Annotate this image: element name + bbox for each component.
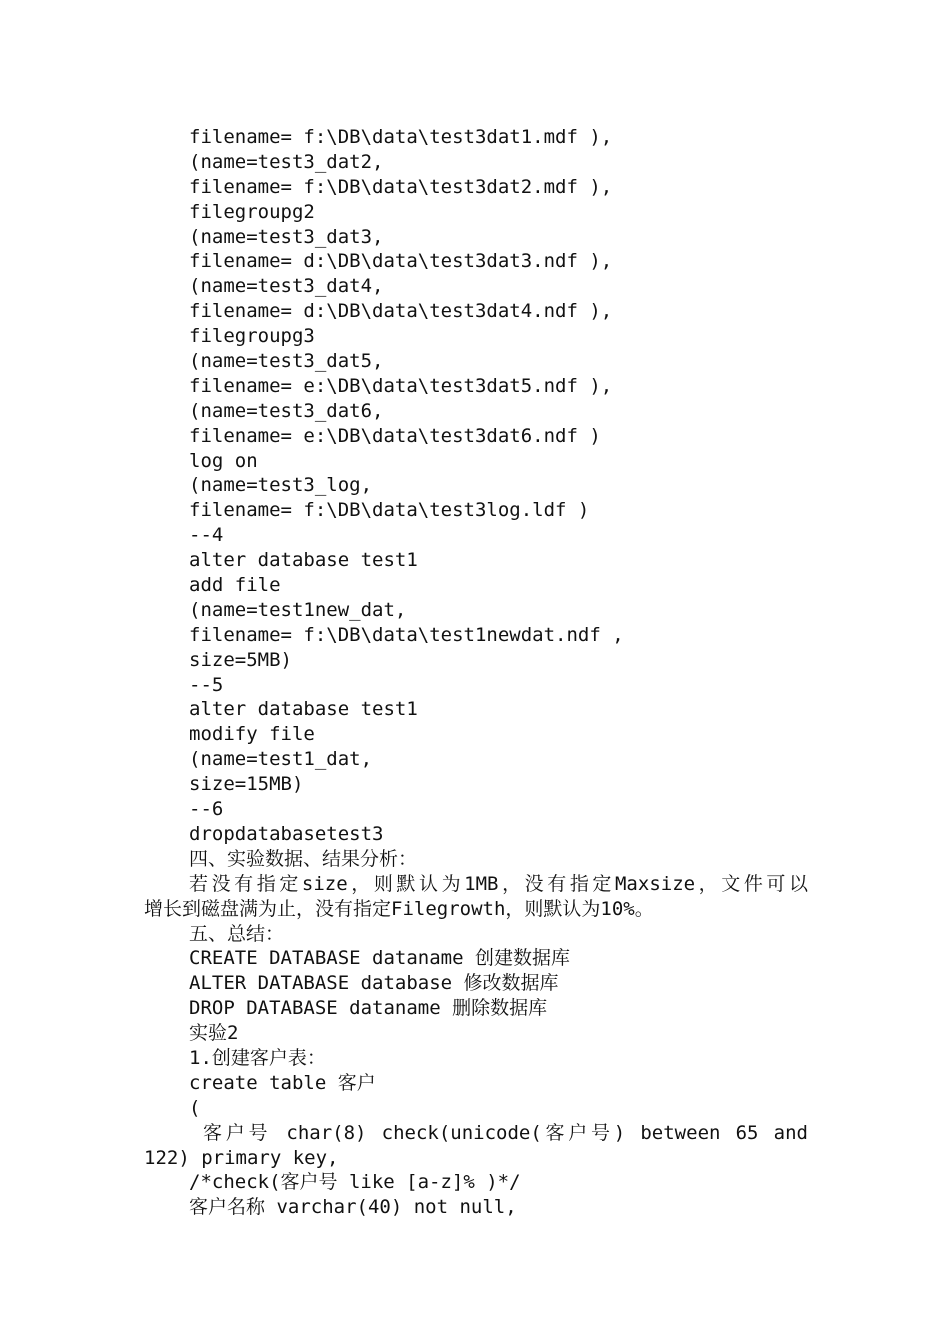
code-line: (name=test3_dat5, xyxy=(189,350,384,373)
code-line: filename= f:\DB\data\test1newdat.ndf , xyxy=(189,623,624,646)
code-line: filegroupg3 xyxy=(189,325,315,348)
code-line: add file xyxy=(189,574,281,597)
summary-line: ALTER DATABASE database 修改数据库 xyxy=(189,972,559,995)
code-line: --5 xyxy=(189,673,224,696)
code-line: size=5MB) xyxy=(189,648,292,671)
code-line: filename= d:\DB\data\test3dat4.ndf ), xyxy=(189,300,613,323)
code-line: alter database test1 xyxy=(189,698,418,721)
code-line: filename= d:\DB\data\test3dat3.ndf ), xyxy=(189,250,613,273)
code-line: dropdatabasetest3 xyxy=(189,822,384,845)
code-line: /*check(客户号 like [a-z]% )*/ xyxy=(189,1171,521,1194)
code-line: size=15MB) xyxy=(189,773,304,796)
section-heading: 四、实验数据、结果分析： xyxy=(189,847,418,870)
code-line: filename= f:\DB\data\test3log.ldf ) xyxy=(189,499,590,522)
section-heading: 实验2 xyxy=(189,1022,239,1045)
code-line: (name=test3_log, xyxy=(189,474,373,497)
code-line: (name=test3_dat2, xyxy=(189,150,384,173)
summary-line: CREATE DATABASE dataname 创建数据库 xyxy=(189,947,570,970)
summary-line: DROP DATABASE dataname 删除数据库 xyxy=(189,997,548,1020)
code-line: ( xyxy=(189,1096,201,1119)
document-body xyxy=(144,125,808,1220)
code-line: (name=test1new_dat, xyxy=(189,598,407,621)
code-line: --4 xyxy=(189,524,224,547)
code-line: (name=test3_dat4, xyxy=(189,275,384,298)
code-line: log on xyxy=(189,449,258,472)
paragraph-line: 增长到磁盘满为止，没有指定Filegrowth，则默认为10%。 xyxy=(144,897,654,920)
code-line: 客户名称 varchar(40) not null, xyxy=(189,1196,517,1219)
code-line: filename= f:\DB\data\test3dat1.mdf ), xyxy=(189,126,613,148)
code-line: filegroupg2 xyxy=(189,200,315,223)
code-line: (name=test1_dat, xyxy=(189,748,373,771)
code-line: filename= e:\DB\data\test3dat6.ndf ) xyxy=(189,424,601,447)
code-line: 客户号 char(8) check(unicode(客户号) between 65 and xyxy=(203,1121,808,1144)
code-line: alter database test1 xyxy=(189,549,418,572)
code-line: filename= f:\DB\data\test3dat2.mdf ), xyxy=(189,175,613,198)
code-line: modify file xyxy=(189,723,315,746)
code-line: --6 xyxy=(189,798,224,821)
code-line: (name=test3_dat6, xyxy=(189,399,384,422)
code-line: create table 客户 xyxy=(189,1071,376,1094)
code-line: (name=test3_dat3, xyxy=(189,225,384,248)
code-line: 122) primary key, xyxy=(144,1146,339,1169)
paragraph-line: 若没有指定size，则默认为1MB，没有指定Maxsize，文件可以 xyxy=(189,872,808,895)
code-line: filename= e:\DB\data\test3dat5.ndf ), xyxy=(189,374,613,397)
section-heading: 五、总结： xyxy=(189,922,285,945)
section-heading: 1.创建客户表： xyxy=(189,1046,326,1069)
